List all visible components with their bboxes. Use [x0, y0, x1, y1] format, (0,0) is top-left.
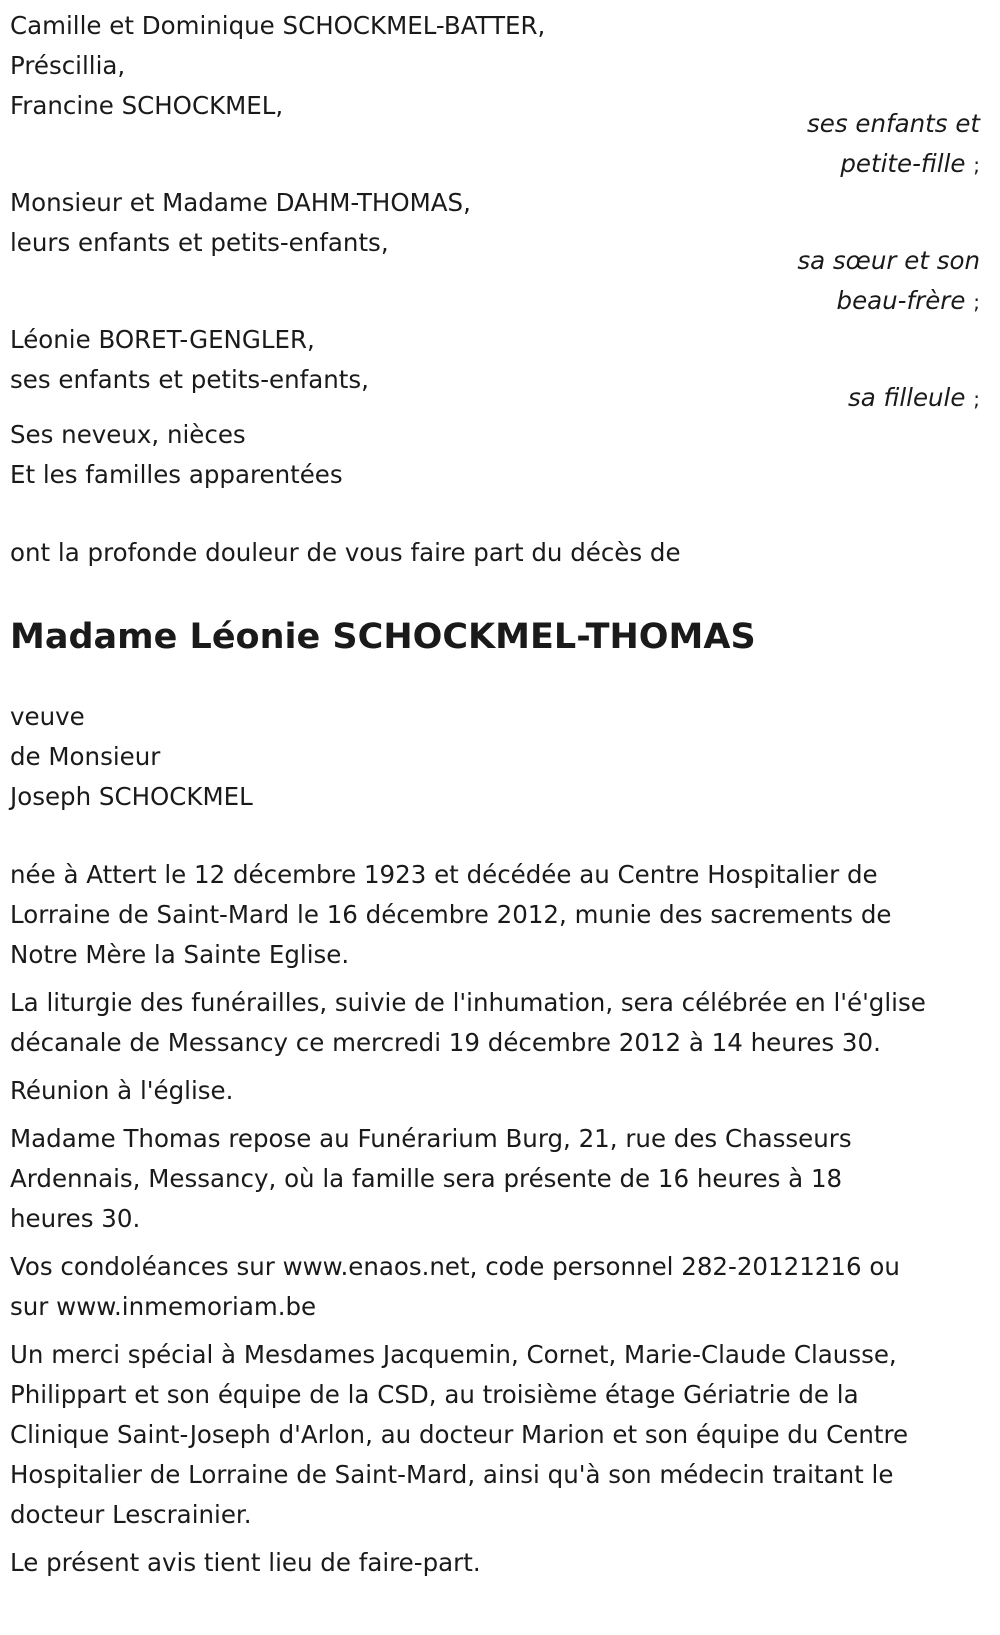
- paragraph-line: décanale de Messancy ce mercredi 19 décembre 2012 à 14 heures 30.: [10, 1028, 881, 1057]
- separator: ;: [973, 387, 980, 411]
- paragraph-line: Notre Mère la Sainte Eglise.: [10, 940, 350, 969]
- family-group-3-relation: [10, 378, 990, 419]
- paragraph-line: née à Attert le 12 décembre 1923 et décédée au Centre Hospitalier de: [10, 860, 878, 889]
- closing-paragraph: [10, 1543, 990, 1583]
- paragraph-line: Philippart et son équipe de la CSD, au troisième étage Gériatrie de la: [10, 1380, 859, 1409]
- paragraph-line: Un merci spécial à Mesdames Jacquemin, Cornet, Marie-Claude Clausse,: [10, 1340, 897, 1369]
- paragraph-line: Le présent avis tient lieu de faire-part.: [10, 1548, 481, 1577]
- paragraph-line: heures 30.: [10, 1204, 141, 1233]
- paragraph-line: Lorraine de Saint-Mard le 16 décembre 2012, munie des sacrements de: [10, 900, 892, 929]
- birth-death-paragraph: [10, 855, 990, 975]
- widow-of: [10, 697, 990, 817]
- paragraph-line: Madame Thomas repose au Funérarium Burg, 21, rue des Chasseurs: [10, 1124, 852, 1153]
- reunion-paragraph: [10, 1071, 990, 1111]
- paragraph-line: Réunion à l'église.: [10, 1076, 234, 1105]
- paragraph-line: sur www.inmemoriam.be: [10, 1292, 317, 1321]
- obituary-notice: [10, 6, 990, 1583]
- relation-text: petite-fille: [840, 149, 966, 178]
- paragraph-line: docteur Lescrainier.: [10, 1500, 252, 1529]
- relation-line: sa sœur et son: [797, 246, 980, 275]
- relation-line-last: [10, 144, 980, 185]
- family-line: Léonie BORET-GENGLER,: [10, 325, 315, 354]
- deceased-name: Madame Léonie SCHOCKMEL-THOMAS: [10, 617, 756, 657]
- relation-text: beau-frère: [836, 286, 966, 315]
- paragraph-line: Ardennais, Messancy, où la famille sera présente de 16 heures à 18: [10, 1164, 843, 1193]
- separator: ;: [973, 153, 980, 177]
- family-line: Et les familles apparentées: [10, 460, 343, 489]
- family-line: leurs enfants et petits-enfants,: [10, 228, 389, 257]
- condolences-paragraph: [10, 1247, 990, 1327]
- relation-line-last: [10, 281, 980, 322]
- family-line: Monsieur et Madame DAHM-THOMAS,: [10, 188, 471, 217]
- relation-line: ses enfants et: [807, 109, 980, 138]
- separator: ;: [973, 290, 980, 314]
- family-line: Ses neveux, nièces: [10, 420, 246, 449]
- family-line: Camille et Dominique SCHOCKMEL-BATTER,: [10, 11, 546, 40]
- announcement: [10, 533, 990, 573]
- family-group-1-relation: [10, 104, 990, 185]
- family-line: Francine SCHOCKMEL,: [10, 91, 284, 120]
- repose-paragraph: [10, 1119, 990, 1239]
- family-group-2-relation: [10, 241, 990, 322]
- relation-line-last: [10, 378, 980, 419]
- widow-line: veuve: [10, 702, 85, 731]
- paragraph-line: La liturgie des funérailles, suivie de l'inhumation, sera célébrée en l'é'glise: [10, 988, 926, 1017]
- family-line: Préscillia,: [10, 51, 126, 80]
- thanks-paragraph: [10, 1335, 990, 1535]
- paragraph-line: Clinique Saint-Joseph d'Arlon, au docteur Marion et son équipe du Centre: [10, 1420, 909, 1449]
- widow-line: de Monsieur: [10, 742, 161, 771]
- relation-text: sa filleule: [847, 383, 966, 412]
- family-line: ses enfants et petits-enfants,: [10, 365, 369, 394]
- family-others: [10, 415, 990, 495]
- liturgy-paragraph: [10, 983, 990, 1063]
- announcement-text: ont la profonde douleur de vous faire part du décès de: [10, 538, 681, 567]
- paragraph-line: Hospitalier de Lorraine de Saint-Mard, ainsi qu'à son médecin traitant le: [10, 1460, 894, 1489]
- paragraph-line: Vos condoléances sur www.enaos.net, code personnel 282-20121216 ou: [10, 1252, 900, 1281]
- widow-line: Joseph SCHOCKMEL: [10, 782, 253, 811]
